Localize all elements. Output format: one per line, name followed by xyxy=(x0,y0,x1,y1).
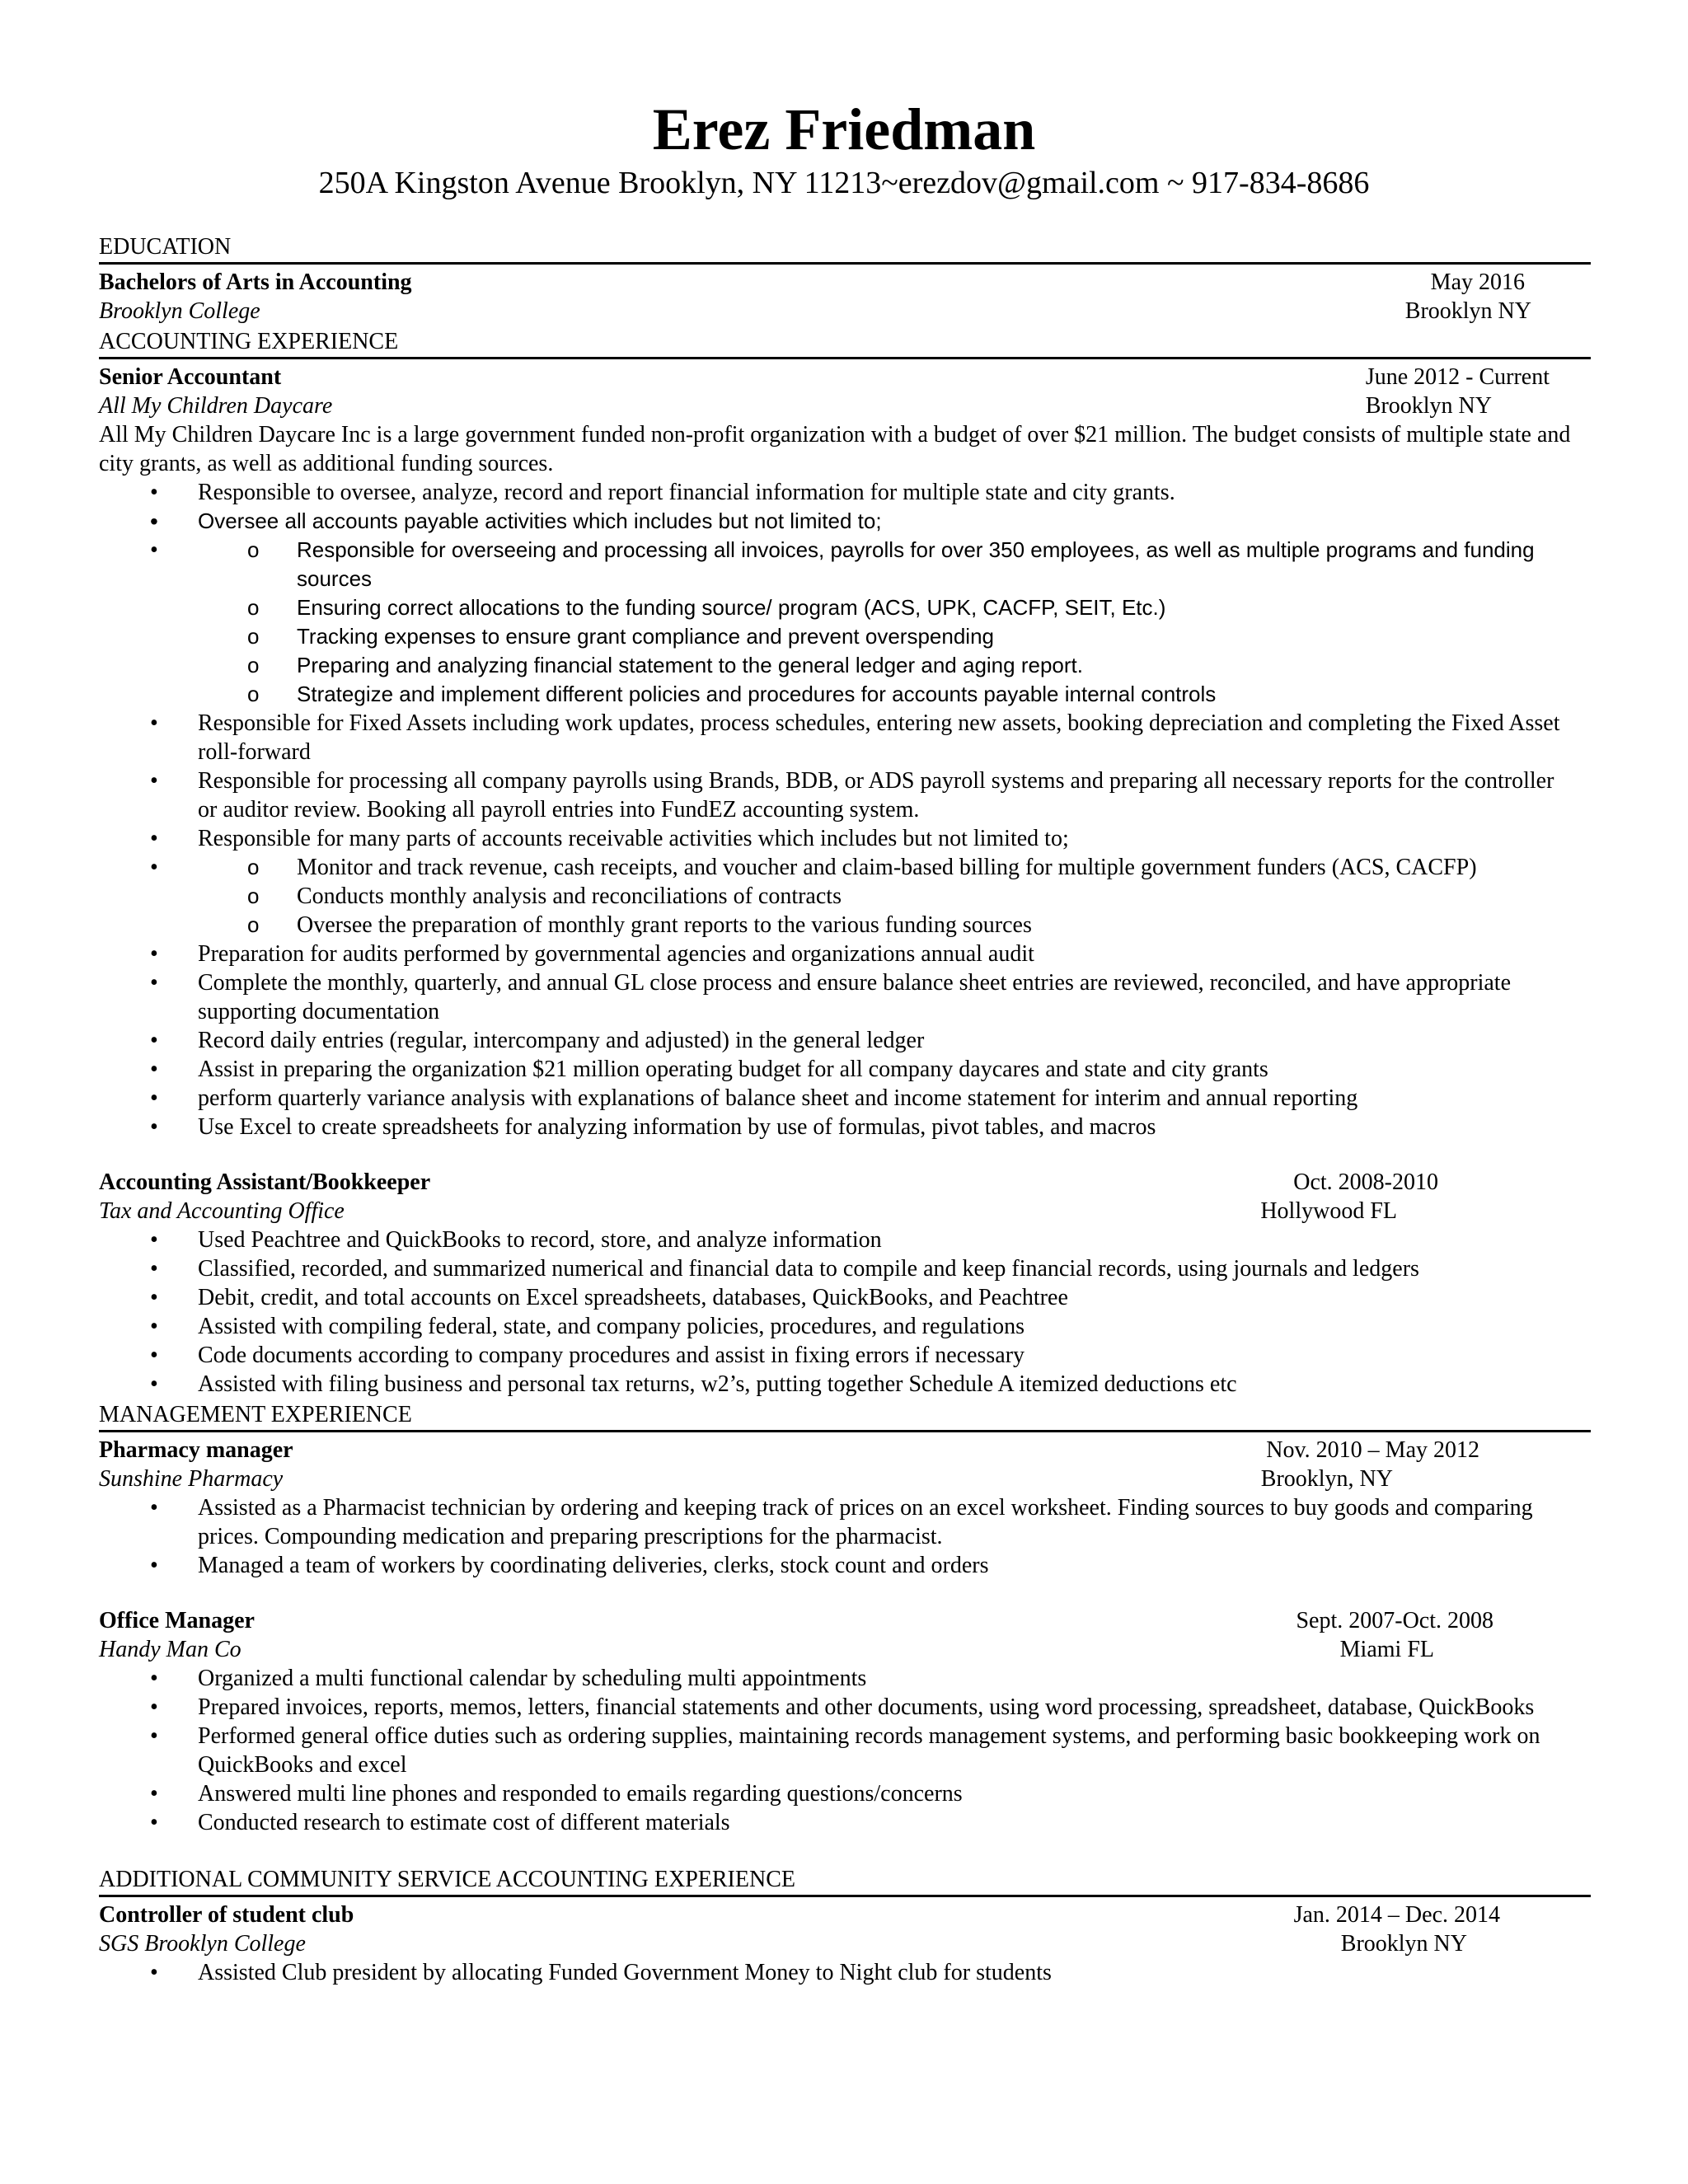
section-heading-community: ADDITIONAL COMMUNITY SERVICE ACCOUNTING EXPERIENCE xyxy=(99,1867,795,1892)
sub-bullet-container xyxy=(99,853,1591,940)
sub-bullet-list xyxy=(198,853,1591,940)
bullet-item: • Answered multi line phones and responded to emails regarding questions/concerns xyxy=(198,1779,1591,1808)
job-location: Brooklyn, NY xyxy=(1260,1466,1393,1492)
bullet-item: • Preparation for audits performed by governmental agencies and organizations annual audit xyxy=(198,940,1591,968)
bullet-item: • Organized a multi functional calendar by scheduling multi appointments xyxy=(198,1664,1591,1693)
candidate-name: Erez Friedman xyxy=(652,96,1036,162)
bullet-item: • Record daily entries (regular, intercompany and adjusted) in the general ledger xyxy=(198,1026,1591,1055)
bullet-item: • Responsible for Fixed Assets including work updates, process schedules, entering new assets, booking depreciation and completing the Fixed Asset roll-forward xyxy=(198,709,1591,766)
section-heading-management: MANAGEMENT EXPERIENCE xyxy=(99,1402,412,1427)
bullet-list xyxy=(99,940,1591,1141)
job-title: Pharmacy manager xyxy=(99,1437,293,1463)
job-title: Senior Accountant xyxy=(99,364,282,390)
sub-bullet-list xyxy=(198,536,1591,709)
job-title: Accounting Assistant/Bookkeeper xyxy=(99,1169,431,1195)
job-org-row xyxy=(99,1929,1591,1958)
sub-bullet-item: o Conducts monthly analysis and reconciliations of contracts xyxy=(297,882,1591,911)
sub-bullet-item: o Strategize and implement different policies and procedures for accounts payable internal controls xyxy=(297,680,1591,709)
job-org-row xyxy=(99,1197,1591,1226)
bullet-item: • Assisted as a Pharmacist technician by ordering and keeping track of prices on an excel worksheet. Finding sources to buy goods and comparing prices. Compounding medication and preparing prescriptions for the pharmacist. xyxy=(198,1493,1591,1551)
sub-bullet-item: o Oversee the preparation of monthly grant reports to the various funding sources xyxy=(297,911,1591,940)
job-date: Oct. 2008-2010 xyxy=(1293,1169,1438,1195)
degree-title: Bachelors of Arts in Accounting xyxy=(99,269,412,295)
job-title-row xyxy=(99,1168,1591,1197)
job-title-row xyxy=(99,1436,1591,1465)
bullet-list xyxy=(99,1958,1591,1987)
contact-line: 250A Kingston Avenue Brooklyn, NY 11213~erezdov@gmail.com ~ 917-834-8686 xyxy=(318,166,1370,200)
job-organization: All My Children Daycare xyxy=(99,393,333,419)
job-location: Brooklyn NY xyxy=(1365,393,1492,419)
job-organization: Tax and Accounting Office xyxy=(99,1198,345,1224)
education-degree-row xyxy=(99,268,1591,297)
job-location: Hollywood FL xyxy=(1260,1198,1397,1224)
sub-bullet-wrapper xyxy=(198,853,1591,940)
sub-bullet-item: o Preparing and analyzing financial statement to the general ledger and aging report. xyxy=(297,651,1591,680)
job-location: Brooklyn NY xyxy=(1340,1931,1467,1957)
bullet-list xyxy=(99,1226,1591,1399)
spacer xyxy=(99,1580,1591,1606)
bullet-item: • Classified, recorded, and summarized numerical and financial data to compile and keep financial records, using journals and ledgers xyxy=(198,1254,1591,1283)
section-heading-accounting: ACCOUNTING EXPERIENCE xyxy=(99,329,399,354)
sub-bullet-container xyxy=(99,536,1591,709)
sub-bullet-item: o • Monitor and track revenue, cash receipts, and voucher and claim-based billing for multiple government funders (ACS, CACFP) xyxy=(297,853,1591,882)
spacer xyxy=(99,1141,1591,1168)
job-title-row xyxy=(99,363,1591,391)
bullet-list xyxy=(99,478,1591,536)
job-title: Office Manager xyxy=(99,1608,255,1633)
job-location: Miami FL xyxy=(1339,1637,1434,1662)
section-divider xyxy=(99,1430,1591,1432)
section-heading-education: EDUCATION xyxy=(99,234,232,260)
bullet-item: • Responsible for many parts of accounts receivable activities which includes but not limited to; xyxy=(198,824,1591,853)
education-school-row xyxy=(99,297,1591,326)
job-organization: SGS Brooklyn College xyxy=(99,1931,306,1957)
school-name: Brooklyn College xyxy=(99,298,260,324)
job-organization: Sunshine Pharmacy xyxy=(99,1466,284,1492)
job-title-row xyxy=(99,1900,1591,1929)
job-description: All My Children Daycare Inc is a large government funded non-profit organization with a budget of over $21 million. The budget consists of multiple state and city grants, as well as additional funding sources. xyxy=(99,422,1571,476)
bullet-item: • Performed general office duties such as ordering supplies, maintaining records management systems, and performing basic bookkeeping work on QuickBooks and excel xyxy=(198,1722,1591,1779)
section-divider xyxy=(99,357,1591,359)
job-organization: Handy Man Co xyxy=(99,1637,241,1662)
bullet-item: • Assist in preparing the organization $21 million operating budget for all company daycares and state and city grants xyxy=(198,1055,1591,1084)
bullet-item: • Assisted with filing business and personal tax returns, w2’s, putting together Schedule A itemized deductions etc xyxy=(198,1370,1591,1399)
resume-content xyxy=(99,231,1591,1987)
school-location: Brooklyn NY xyxy=(1404,298,1531,324)
sub-bullet-item: o Ensuring correct allocations to the funding source/ program (ACS, UPK, CACFP, SEIT, Etc.) xyxy=(297,593,1591,622)
bullet-list xyxy=(99,709,1591,853)
job-date: Sept. 2007-Oct. 2008 xyxy=(1296,1608,1493,1633)
bullet-item: • Conducted research to estimate cost of different materials xyxy=(198,1808,1591,1837)
bullet-item: • Use Excel to create spreadsheets for analyzing information by use of formulas, pivot tables, and macros xyxy=(198,1113,1591,1141)
section-divider xyxy=(99,1895,1591,1897)
job-org-row xyxy=(99,1635,1591,1664)
spacer xyxy=(99,1837,1591,1863)
bullet-item: • Prepared invoices, reports, memos, letters, financial statements and other documents, using word processing, spreadsheet, database, QuickBooks xyxy=(198,1693,1591,1722)
bullet-list xyxy=(99,1664,1591,1837)
bullet-item: • Responsible to oversee, analyze, record and report financial information for multiple state and city grants. xyxy=(198,478,1591,507)
bullet-item: • Code documents according to company procedures and assist in fixing errors if necessary xyxy=(198,1341,1591,1370)
job-title-row xyxy=(99,1606,1591,1635)
section-divider xyxy=(99,262,1591,265)
bullet-list xyxy=(99,1493,1591,1580)
degree-date: May 2016 xyxy=(1430,269,1525,295)
job-date: June 2012 - Current xyxy=(1365,364,1550,390)
bullet-item: • Assisted Club president by allocating Funded Government Money to Night club for students xyxy=(198,1958,1591,1987)
sub-bullet-item: o • Responsible for overseeing and processing all invoices, payrolls for over 350 employees, as well as multiple programs and funding sources xyxy=(297,536,1591,593)
sub-bullet-item: o Tracking expenses to ensure grant compliance and prevent overspending xyxy=(297,622,1591,651)
bullet-item: • perform quarterly variance analysis with explanations of balance sheet and income statement for interim and annual reporting xyxy=(198,1084,1591,1113)
bullet-item: • Debit, credit, and total accounts on Excel spreadsheets, databases, QuickBooks, and Peachtree xyxy=(198,1283,1591,1312)
job-org-row xyxy=(99,1465,1591,1493)
bullet-item: • Assisted with compiling federal, state, and company policies, procedures, and regulations xyxy=(198,1312,1591,1341)
job-title: Controller of student club xyxy=(99,1902,354,1928)
job-date: Jan. 2014 – Dec. 2014 xyxy=(1293,1902,1500,1928)
bullet-item: • Responsible for processing all company payrolls using Brands, BDB, or ADS payroll systems and preparing all necessary reports for the controller or auditor review. Booking all payroll entries into FundEZ accounting system. xyxy=(198,766,1591,824)
bullet-item: • Managed a team of workers by coordinating deliveries, clerks, stock count and orders xyxy=(198,1551,1591,1580)
bullet-item: • Oversee all accounts payable activities which includes but not limited to; xyxy=(198,507,1591,536)
job-org-row xyxy=(99,391,1591,420)
bullet-item: • Complete the monthly, quarterly, and annual GL close process and ensure balance sheet entries are reviewed, reconciled, and have appropriate supporting documentation xyxy=(198,968,1591,1026)
sub-bullet-wrapper xyxy=(198,536,1591,709)
job-date: Nov. 2010 – May 2012 xyxy=(1266,1437,1479,1463)
bullet-item: • Used Peachtree and QuickBooks to record, store, and analyze information xyxy=(198,1226,1591,1254)
